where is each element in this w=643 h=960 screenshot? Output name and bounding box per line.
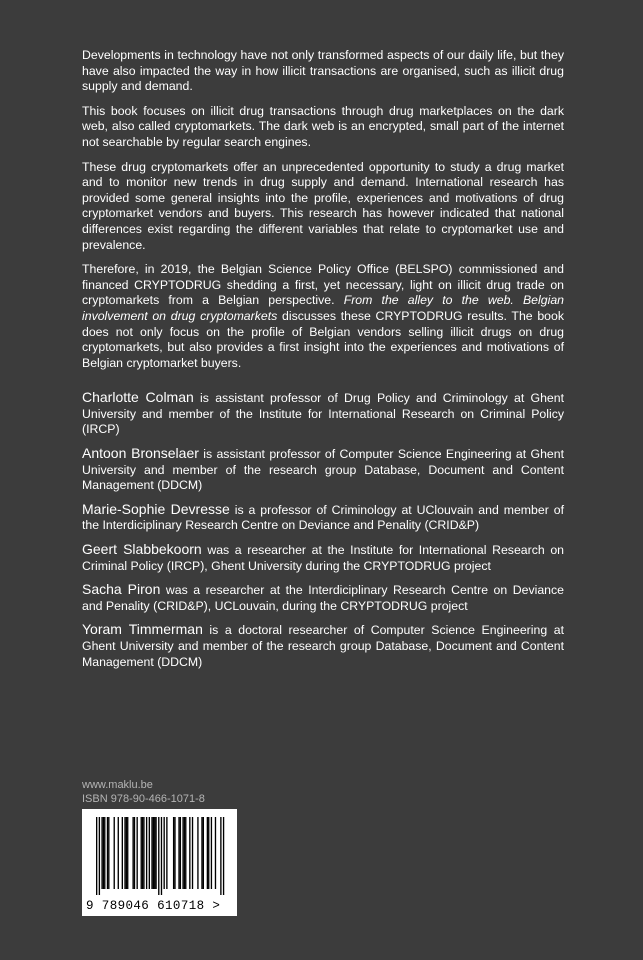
barcode-bar <box>197 817 198 889</box>
barcode-bar <box>154 817 155 889</box>
barcode-bar <box>146 817 147 889</box>
barcode-bar <box>203 817 204 889</box>
barcode-bar <box>155 817 156 889</box>
barcode-bar <box>118 817 119 889</box>
author-bio <box>82 446 564 494</box>
author-name: Antoon Bronselaer <box>82 445 199 462</box>
barcode-bar <box>114 817 115 889</box>
description-paragraph-3: These drug cryptomarkets offer an unprecedented opportunity to study a drug market and to monitor new trends in drug supply and demand. International research has provided some general insights into the profile, experiences and motivations of drug cryptomarket vendors and buyers. This research has however indicated that national differences exist regarding the different variables that relate to cryptomarket use and prevalence. <box>82 159 564 252</box>
barcode-bar <box>207 817 208 889</box>
barcode-bar <box>158 817 159 895</box>
barcode-bar <box>184 817 185 889</box>
barcode-bar <box>201 817 202 889</box>
author-name: Marie-Sophie Devresse <box>82 500 230 517</box>
description-paragraph-1: Developments in technology have not only transformed aspects of our daily life, but they have also impacted the way in how illicit transactions are organised, such as illicit drug supply and demand. <box>82 48 564 94</box>
author-bio <box>82 390 564 438</box>
barcode-digits: 9 789046 610718 > <box>86 899 221 913</box>
barcode-bar <box>164 817 165 889</box>
barcode-bar <box>122 817 123 889</box>
barcode-bar <box>151 817 152 889</box>
description-paragraph-2: This book focuses on illicit drug transactions through drug marketplaces on the dark web, also called cryptomarkets. The dark web is an encrypted, small part of the internet not searchable by regular search engines. <box>82 103 564 149</box>
barcode-bar <box>211 817 212 889</box>
barcode-bar <box>220 817 221 895</box>
barcode-bar <box>153 817 154 889</box>
barcode-bar <box>143 817 144 889</box>
publisher-website: www.maklu.be <box>82 779 153 791</box>
barcode-bar <box>134 817 135 889</box>
author-name: Geert Slabbekoorn <box>82 541 202 558</box>
author-description: was a researcher at the Interdiciplinary Research Centre on Deviance and Penality (CRID&P), UCLouvain, during the CRYPTODRUG project <box>82 583 564 613</box>
barcode-bars <box>90 817 229 895</box>
author-name: Charlotte Colman <box>82 389 194 406</box>
barcode-bar <box>149 817 150 889</box>
barcode-bar <box>124 817 125 889</box>
barcode-bar <box>189 817 190 889</box>
barcode-bar <box>141 817 142 889</box>
barcode-bar <box>178 817 179 889</box>
barcode-bar <box>101 817 102 889</box>
author-bio <box>82 582 564 614</box>
barcode-bar <box>127 817 128 889</box>
barcode-bar <box>208 817 209 889</box>
barcode-bar <box>104 817 105 889</box>
barcode-bar <box>173 817 174 889</box>
barcode-bar <box>96 817 97 895</box>
description-paragraph-4 <box>82 262 564 371</box>
publisher-info <box>82 778 205 806</box>
author-description: is assistant professor of Computer Science Engineering at Ghent University and member of the research group Database, Document and Content Management (DDCM) <box>82 447 564 493</box>
barcode-bar <box>174 817 175 889</box>
author-description: is assistant professor of Drug Policy and Criminology at Ghent University and member of the Institute for International Research on Criminal Policy (IRCP) <box>82 391 565 437</box>
author-description: was a researcher at the Institute for International Research on Criminal Policy (IRCP), Ghent University during the CRYPTODRUG project <box>82 543 564 573</box>
barcode <box>82 809 237 916</box>
barcode-bar <box>132 817 133 889</box>
author-name: Sacha Piron <box>82 581 161 598</box>
barcode-bar <box>215 817 216 889</box>
author-description: is a doctoral researcher of Computer Science Engineering at Ghent University and member of the research group Database, Document and Content Management (DDCM) <box>82 623 564 669</box>
author-bio <box>82 542 564 574</box>
barcode-bar <box>180 817 181 889</box>
barcode-bar <box>161 817 162 895</box>
barcode-bar <box>126 817 127 889</box>
barcode-bar <box>185 817 186 889</box>
barcode-bar <box>182 817 183 889</box>
author-bio <box>82 502 564 534</box>
barcode-bar <box>137 817 138 889</box>
book-title: From the alley to the web. Belgian involvement on drug cryptomarkets <box>82 293 564 323</box>
barcode-bar <box>192 817 193 889</box>
author-name: Yoram Timmerman <box>82 621 203 638</box>
paragraph-4-start: Therefore, in 2019, the Belgian Science Policy Office (BELSPO) commissioned and financed CRYPTODRUG shedding a first, yet necessary, light on illicit drug trade on cryptomarkets from a Belgian perspective. <box>82 262 564 308</box>
paragraph-4-end: discusses these CRYPTODRUG results. The book does not only focus on the profile of Belgian vendors selling illicit drugs on drug cryptomarkets, but also provides a first insight into the experiences and motivations of Belgian cryptomarket buyers. <box>82 308 565 370</box>
barcode-bar <box>166 817 167 889</box>
back-cover-text <box>82 48 564 678</box>
barcode-bar <box>103 817 104 889</box>
barcode-bar <box>108 817 109 889</box>
author-description: is a professor of Criminology at UClouvain and member of the Interdiciplinary Research Centre on Deviance and Penality (CRID&P) <box>82 502 564 533</box>
barcode-bar <box>142 817 143 889</box>
isbn-text: ISBN 978-90-466-1071-8 <box>82 793 205 805</box>
barcode-bar <box>223 817 224 895</box>
barcode-bar <box>99 817 100 895</box>
barcode-bar <box>107 817 108 889</box>
author-bio <box>82 622 564 670</box>
